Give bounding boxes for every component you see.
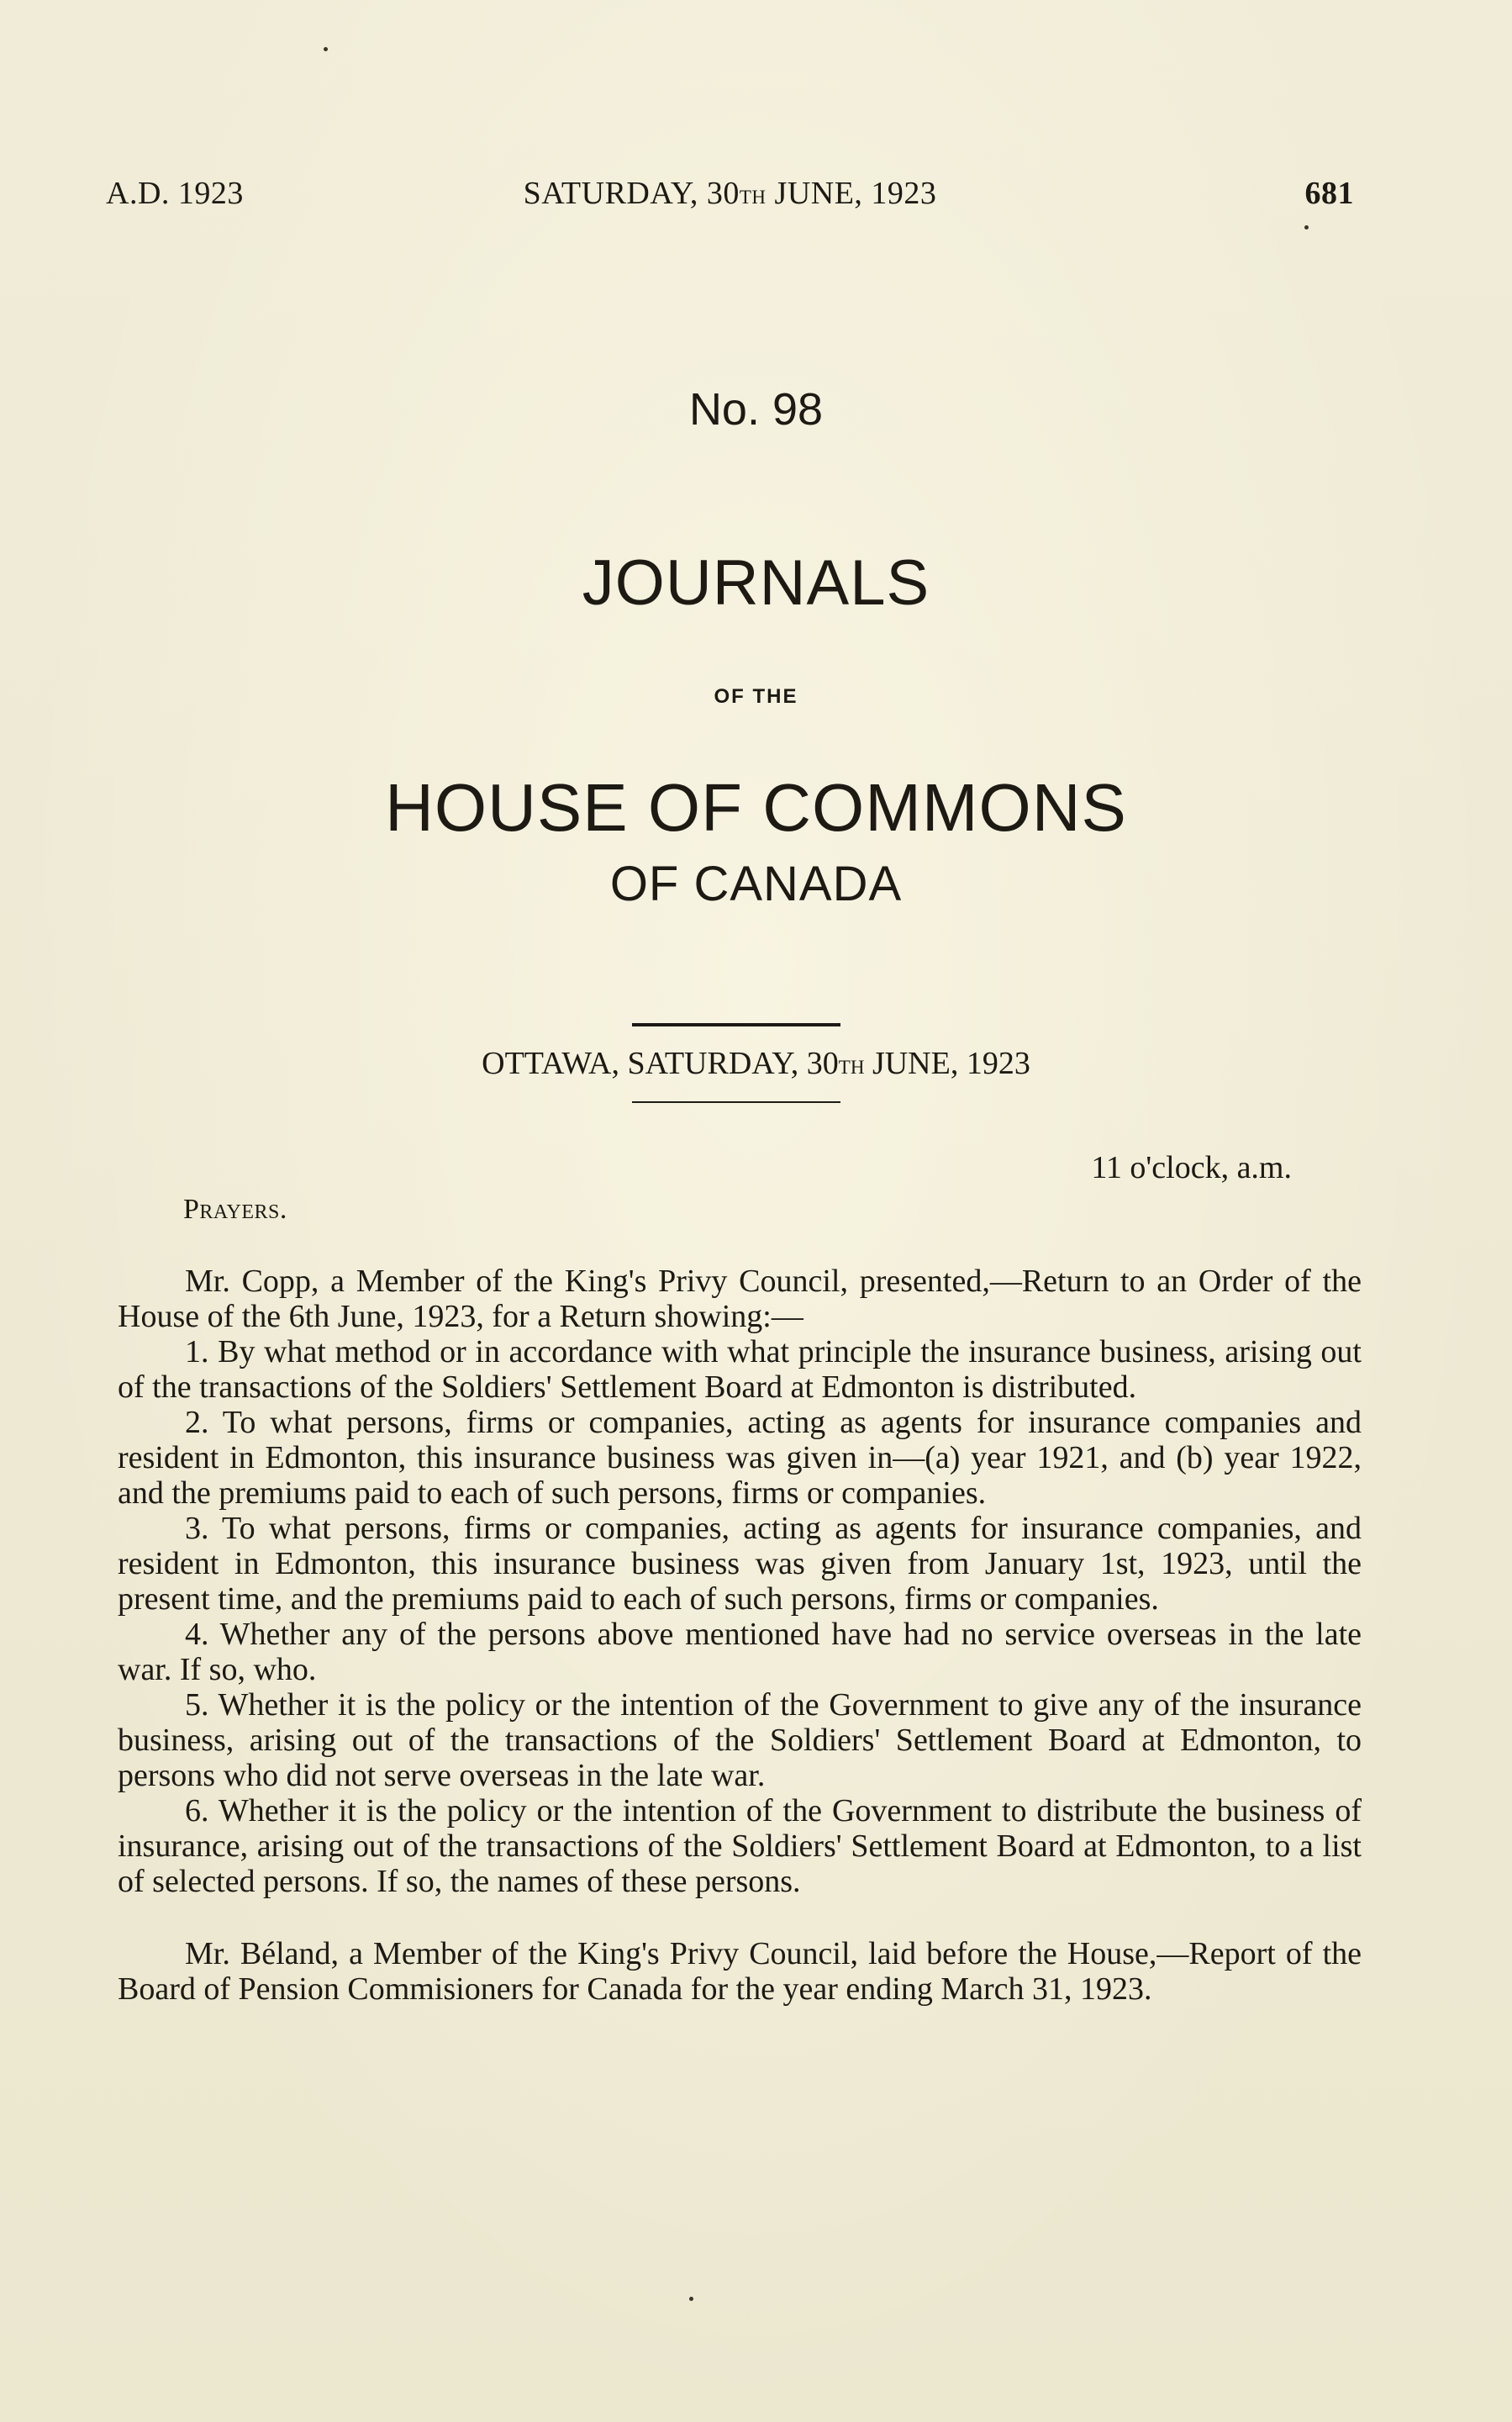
paragraph-item-1: 1. By what method or in accordance with what principle the insurance business, arising out of the transactions of the Soldiers' Settlement Board at Edmonton is distributed. [118,1334,1362,1405]
paragraph-item-2: 2. To what persons, firms or companies, acting as agents for insurance companies and resident in Edmonton, this insurance business was given in—(a) year 1921, and (b) year 1922, and the premiums paid to each of such persons, firms or companies. [118,1405,1362,1511]
dateline: OTTAWA, SATURDAY, 30th JUNE, 1923 [482,1046,1030,1081]
running-head-date: SATURDAY, 30th JUNE, 1923 [523,176,937,211]
print-speck [1304,225,1309,230]
sitting-time: 11 o'clock, a.m. [1091,1150,1292,1185]
journals-title: JOURNALS [582,547,930,619]
paragraph-copp-return: Mr. Copp, a Member of the King's Privy Council, presented,—Return to an Order of the House of the 6th June, 1923, for a Return showing:— [118,1264,1362,1334]
of-the-label: OF THE [714,685,798,708]
divider-rule-top [632,1023,840,1026]
running-head-year: A.D. 1923 [106,176,244,211]
paragraph-item-6: 6. Whether it is the policy or the intention of the Government to distribute the business of insurance, arising out of the transactions of the Soldiers' Settlement Board at Edmonton, to a list of selected persons. If so, the names of these persons. [118,1793,1362,1899]
divider-rule-bottom [632,1101,840,1103]
prayers-heading: Prayers. [183,1194,287,1225]
house-of-commons-title: HOUSE OF COMMONS [385,770,1127,845]
paragraph-item-3: 3. To what persons, firms or companies, acting as agents for insurance companies, and resident in Edmonton, this insurance business was given from January 1st, 1923, until the present time, and the premiums paid to each of such persons, firms or companies. [118,1511,1362,1617]
page-number: 681 [1304,176,1354,211]
proceedings-body [118,1264,1362,2007]
running-head [106,175,1354,217]
paragraph-item-5: 5. Whether it is the policy or the intention of the Government to give any of the insurance business, arising out of the transactions of the Soldiers' Settlement Board at Edmonton, to persons who did not serve overseas in the late war. [118,1687,1362,1793]
print-speck [689,2297,693,2301]
paragraph-item-4: 4. Whether any of the persons above mentioned have had no service overseas in the late war. If so, who. [118,1617,1362,1687]
issue-number: No. 98 [688,384,824,435]
print-speck [324,47,328,51]
paragraph-beland-report: Mr. Béland, a Member of the King's Privy Council, laid before the House,—Report of the Board of Pension Commisioners for Canada for the year ending March 31, 1923. [118,1936,1362,2007]
of-canada-subtitle: OF CANADA [609,857,903,911]
